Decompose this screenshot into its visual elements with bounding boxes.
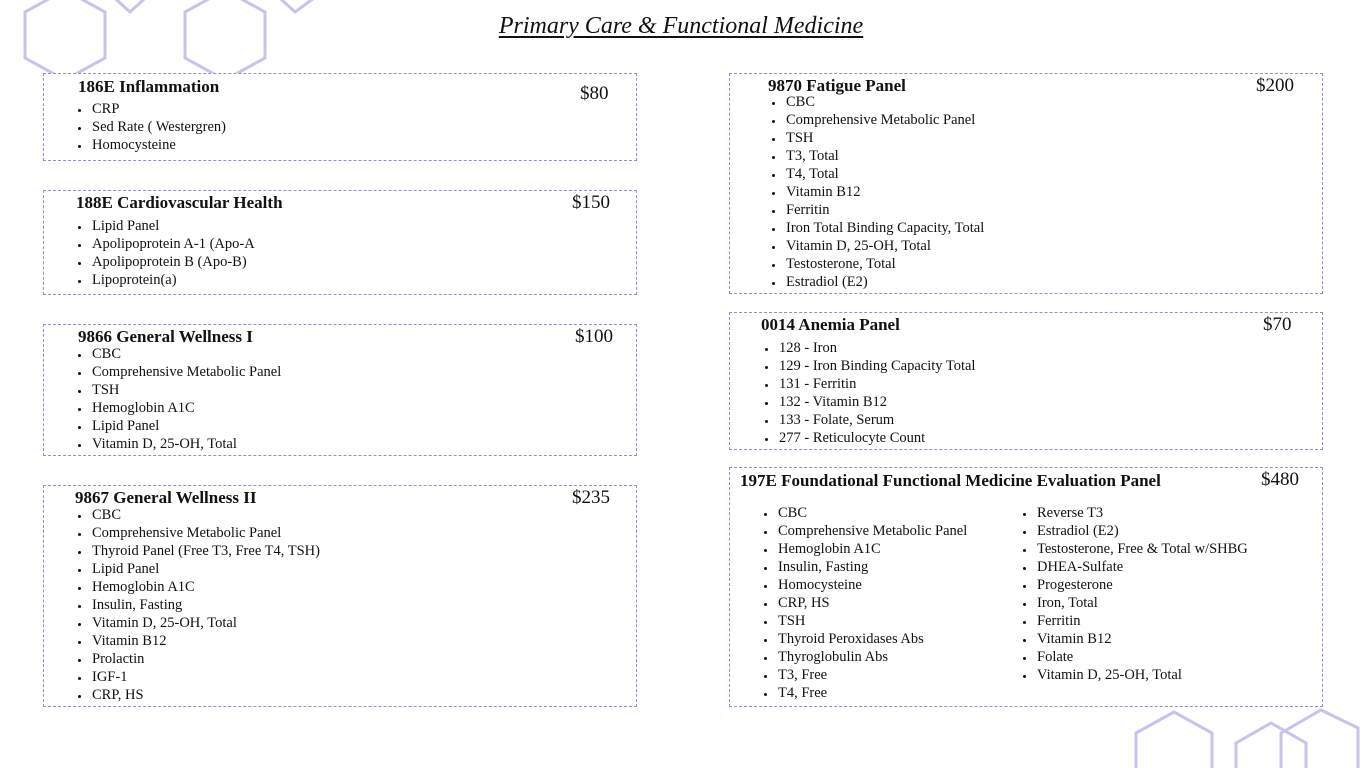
test-item: CRP (76, 100, 226, 118)
panel-0014-anemia (729, 312, 1323, 450)
panel-price: $235 (572, 487, 610, 508)
test-list (763, 339, 975, 447)
test-item: Hemoglobin A1C (76, 399, 281, 417)
test-item: CBC (76, 345, 281, 363)
test-item: Thyroglobulin Abs (762, 648, 967, 666)
page-title: Primary Care & Functional Medicine (498, 13, 864, 39)
test-item: 131 - Ferritin (763, 375, 975, 393)
test-item: Insulin, Fasting (76, 596, 320, 614)
test-item: T3, Total (770, 147, 984, 165)
test-item: TSH (762, 612, 967, 630)
panel-186e-inflammation (43, 73, 637, 161)
test-list (76, 100, 226, 154)
panel-9867-general-wellness-ii (43, 485, 637, 707)
test-item: T4, Total (770, 165, 984, 183)
test-item: Ferritin (770, 201, 984, 219)
test-item: 129 - Iron Binding Capacity Total (763, 357, 975, 375)
test-item: CRP, HS (762, 594, 967, 612)
test-item: Estradiol (E2) (1021, 522, 1248, 540)
panel-9866-general-wellness-i (43, 324, 637, 456)
panel-197e-foundational-functional-medicine (729, 467, 1323, 707)
test-item: Prolactin (76, 650, 320, 668)
panel-9870-fatigue (729, 73, 1323, 294)
test-item: Iron Total Binding Capacity, Total (770, 219, 984, 237)
test-item: Progesterone (1021, 576, 1248, 594)
test-item: Hemoglobin A1C (762, 540, 967, 558)
test-item: Vitamin B12 (770, 183, 984, 201)
panel-name: 9866 General Wellness I (78, 327, 253, 346)
test-item: Comprehensive Metabolic Panel (762, 522, 967, 540)
test-list-column-2 (1021, 504, 1248, 684)
test-item: Homocysteine (762, 576, 967, 594)
test-item: Lipid Panel (76, 560, 320, 578)
panel-price: $70 (1263, 314, 1292, 335)
test-item: 128 - Iron (763, 339, 975, 357)
test-item: TSH (770, 129, 984, 147)
test-list (76, 345, 281, 453)
test-item: Apolipoprotein B (Apo-B) (76, 253, 255, 271)
test-item: CRP, HS (76, 686, 320, 704)
test-item: Thyroid Panel (Free T3, Free T4, TSH) (76, 542, 320, 560)
panel-188e-cardiovascular-health (43, 190, 637, 295)
test-item: 133 - Folate, Serum (763, 411, 975, 429)
test-item: Lipid Panel (76, 217, 255, 235)
test-item: Testosterone, Total (770, 255, 984, 273)
test-item: Lipoprotein(a) (76, 271, 255, 289)
panel-price: $480 (1261, 469, 1299, 490)
test-item: CBC (770, 93, 984, 111)
test-item: 132 - Vitamin B12 (763, 393, 975, 411)
test-item: Testosterone, Free & Total w/SHBG (1021, 540, 1248, 558)
test-item: Comprehensive Metabolic Panel (76, 524, 320, 542)
test-item: Reverse T3 (1021, 504, 1248, 522)
test-item: Homocysteine (76, 136, 226, 154)
test-item: Vitamin D, 25-OH, Total (1021, 666, 1248, 684)
test-item: Vitamin B12 (1021, 630, 1248, 648)
hexagon-decoration-bottom-right (1096, 698, 1366, 768)
test-list (76, 217, 255, 289)
test-list (770, 93, 984, 291)
panel-name: 186E Inflammation (78, 77, 220, 96)
panel-name: 0014 Anemia Panel (761, 315, 900, 334)
test-item: T4, Free (762, 684, 967, 702)
test-list-column-1 (762, 504, 967, 702)
test-item: Thyroid Peroxidases Abs (762, 630, 967, 648)
test-item: Sed Rate ( Westergren) (76, 118, 226, 136)
test-item: Hemoglobin A1C (76, 578, 320, 596)
test-item: CBC (762, 504, 967, 522)
panel-price: $100 (575, 326, 613, 347)
test-item: Iron, Total (1021, 594, 1248, 612)
test-item: Folate (1021, 648, 1248, 666)
test-item: Insulin, Fasting (762, 558, 967, 576)
test-item: Ferritin (1021, 612, 1248, 630)
test-item: CBC (76, 506, 320, 524)
test-item: Comprehensive Metabolic Panel (770, 111, 984, 129)
test-item: Vitamin D, 25-OH, Total (76, 614, 320, 632)
test-item: TSH (76, 381, 281, 399)
test-item: Vitamin D, 25-OH, Total (76, 435, 281, 453)
test-item: Vitamin B12 (76, 632, 320, 650)
test-item: T3, Free (762, 666, 967, 684)
panel-name: 9867 General Wellness II (75, 488, 257, 507)
test-item: IGF-1 (76, 668, 320, 686)
test-item: DHEA-Sulfate (1021, 558, 1248, 576)
panel-name: 9870 Fatigue Panel (768, 76, 906, 95)
panel-price: $80 (580, 83, 609, 104)
test-item: 277 - Reticulocyte Count (763, 429, 975, 447)
panel-price: $200 (1256, 75, 1294, 96)
panel-price: $150 (572, 192, 610, 213)
test-item: Estradiol (E2) (770, 273, 984, 291)
test-item: Vitamin D, 25-OH, Total (770, 237, 984, 255)
panel-name: 188E Cardiovascular Health (76, 193, 283, 212)
test-item: Apolipoprotein A-1 (Apo-A (76, 235, 255, 253)
test-list (76, 506, 320, 704)
panel-name: 197E Foundational Functional Medicine Evaluation Panel (740, 471, 1161, 490)
test-item: Comprehensive Metabolic Panel (76, 363, 281, 381)
test-item: Lipid Panel (76, 417, 281, 435)
